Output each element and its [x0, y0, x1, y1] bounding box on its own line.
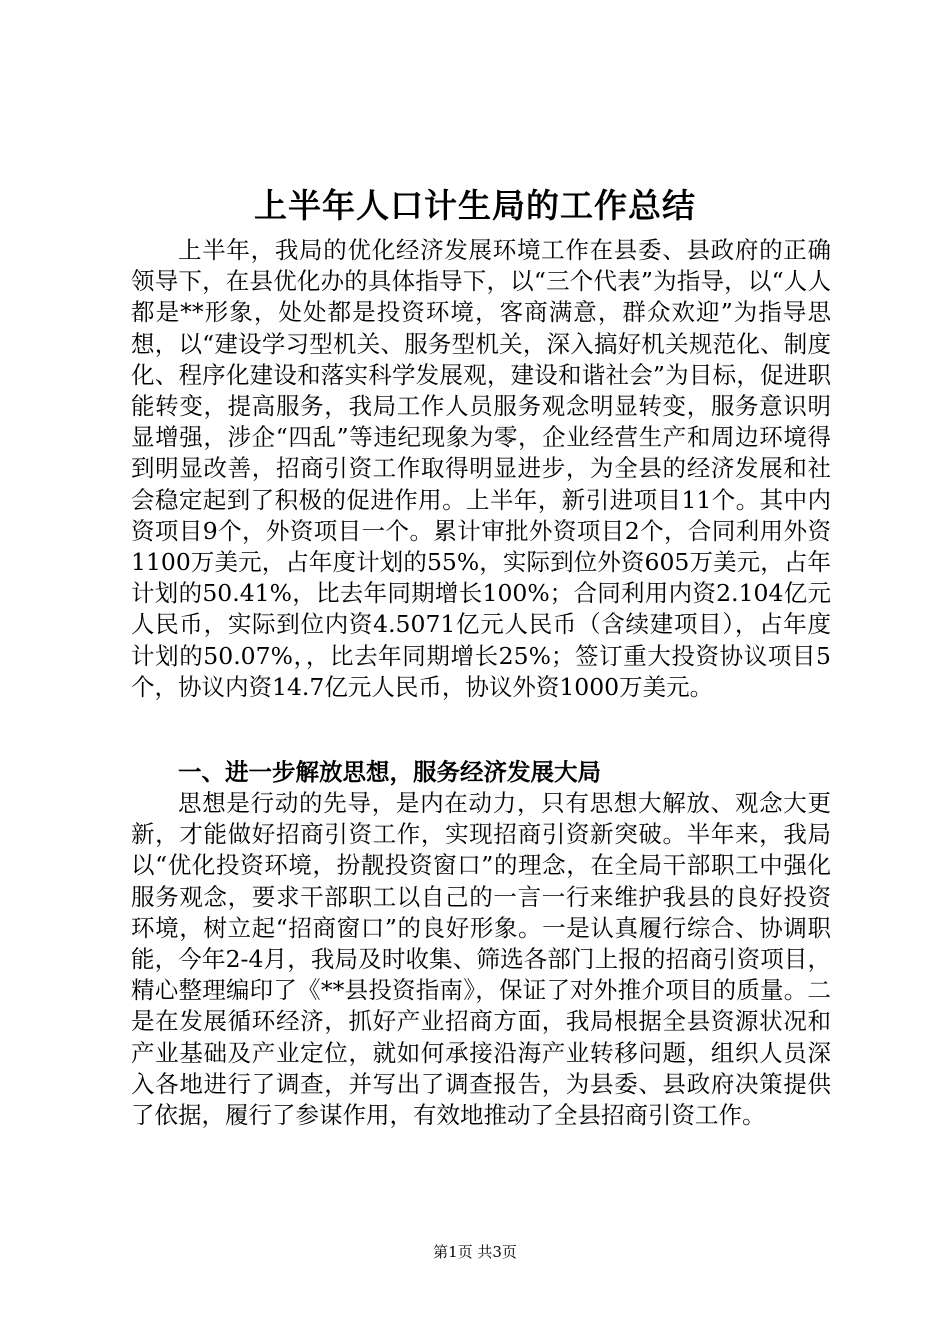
intro-paragraph: 上半年，我局的优化经济发展环境工作在县委、县政府的正确领导下，在县优化办的具体指导下，以“三个代表”为指导，以“人人都是**形象，处处都是投资环境，客商满意，群众欢迎”为指导思想，以“建设学习型机关、服务型机关，深入搞好机关规范化、制度化、程序化建设和落实科学发展观，建设和谐社会”为目标，促进职能转变，提高服务，我局工作人员服务观念明显转变，服务意识明显增强，涉企“四乱”等违纪现象为零，企业经营生产和周边环境得到明显改善，招商引资工作取得明显进步，为全县的经济发展和社会稳定起到了积极的促进作用。上半年，新引进项目11个。其中内资项目9个，外资项目一个。累计审批外资项目2个，合同利用外资1100万美元，占年度计划的55%，实际到位外资605万美元，占年计划的50.41%，比去年同期增长100%；合同利用内资2.104亿元人民币，实际到位内资4.5071亿元人民币（含续建项目），占年度计划的50.07%，，比去年同期增长25%；签订重大投资协议项目5个，协议内资14.7亿元人民币，协议外资1000万美元。 — [131, 236, 831, 701]
page-footer: 第1页 共3页 — [433, 1243, 517, 1261]
document-title: 上半年人口计生局的工作总结 — [254, 186, 696, 225]
section-heading: 一、进一步解放思想，服务经济发展大局 — [178, 758, 601, 786]
section-paragraph: 思想是行动的先导，是内在动力，只有思想大解放、观念大更新，才能做好招商引资工作，实现招商引资新突破。半年来，我局以“优化投资环境，扮靓投资窗口”的理念，在全局干部职工中强化服务观念，要求干部职工以自己的一言一行来维护我县的良好投资环境，树立起“招商窗口”的良好形象。一是认真履行综合、协调职能，今年2-4月，我局及时收集、筛选各部门上报的招商引资项目，精心整理编印了《**县投资指南》，保证了对外推介项目的质量。二是在发展循环经济，抓好产业招商方面，我局根据全县资源状况和产业基础及产业定位，就如何承接沿海产业转移问题，组织人员深入各地进行了调查，并写出了调查报告，为县委、县政府决策提供了依据，履行了参谋作用，有效地推动了全县招商引资工作。 — [131, 789, 831, 1130]
